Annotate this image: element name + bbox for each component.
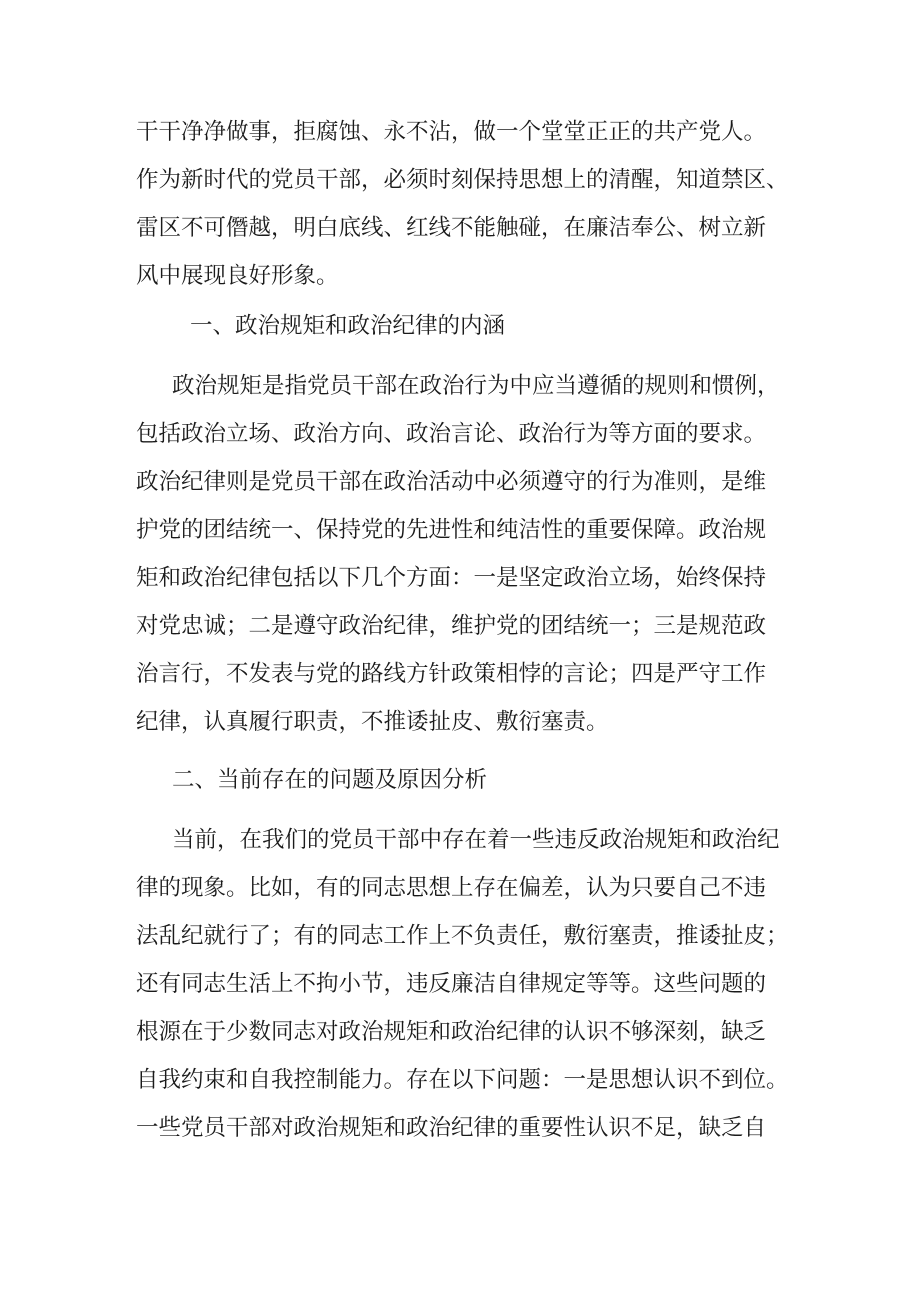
section-heading: 一、政治规矩和政治纪律的内涵 [190, 313, 506, 339]
paragraph-line: 作为新时代的党员干部，必须时刻保持思想上的清醒，知道禁区、 [136, 167, 789, 193]
paragraph-line: 护党的团结统一、保持党的先进性和纯洁性的重要保障。政治规 [136, 517, 767, 543]
paragraph-line: 政治规矩是指党员干部在政治行为中应当遵循的规则和惯例， [172, 373, 780, 399]
paragraph-line: 矩和政治纪律包括以下几个方面：一是坚定政治立场，始终保持 [136, 565, 767, 591]
section-heading: 二、当前存在的问题及原因分析 [172, 767, 488, 793]
paragraph-line: 纪律，认真履行职责，不推诿扯皮、敷衍塞责。 [136, 709, 609, 735]
paragraph-line: 对党忠诚；二是遵守政治纪律，维护党的团结统一；三是规范政 [136, 613, 767, 639]
paragraph-line: 包括政治立场、政治方向、政治言论、政治行为等方面的要求。 [136, 421, 767, 447]
paragraph-line: 风中展现良好形象。 [136, 263, 339, 289]
paragraph-line: 雷区不可僭越，明白底线、红线不能触碰，在廉洁奉公、树立新 [136, 215, 767, 241]
paragraph-line: 一些党员干部对政治规矩和政治纪律的重要性认识不足，缺乏自 [136, 1115, 767, 1141]
paragraph-line: 还有同志生活上不拘小节，违反廉洁自律规定等等。这些问题的 [136, 971, 767, 997]
paragraph-line: 政治纪律则是党员干部在政治活动中必须遵守的行为准则，是维 [136, 469, 767, 495]
paragraph-line: 当前，在我们的党员干部中存在着一些违反政治规矩和政治纪 [172, 827, 780, 853]
paragraph-line: 自我约束和自我控制能力。存在以下问题：一是思想认识不到位。 [136, 1067, 789, 1093]
paragraph-line: 律的现象。比如，有的同志思想上存在偏差，认为只要自己不违 [136, 875, 767, 901]
paragraph-line: 根源在于少数同志对政治规矩和政治纪律的认识不够深刻，缺乏 [136, 1019, 767, 1045]
paragraph-line: 治言行，不发表与党的路线方针政策相悖的言论；四是严守工作 [136, 661, 767, 687]
paragraph-line: 法乱纪就行了；有的同志工作上不负责任，敷衍塞责，推诿扯皮； [136, 923, 789, 949]
paragraph-line: 干干净净做事，拒腐蚀、永不沾，做一个堂堂正正的共产党人。 [136, 119, 767, 145]
